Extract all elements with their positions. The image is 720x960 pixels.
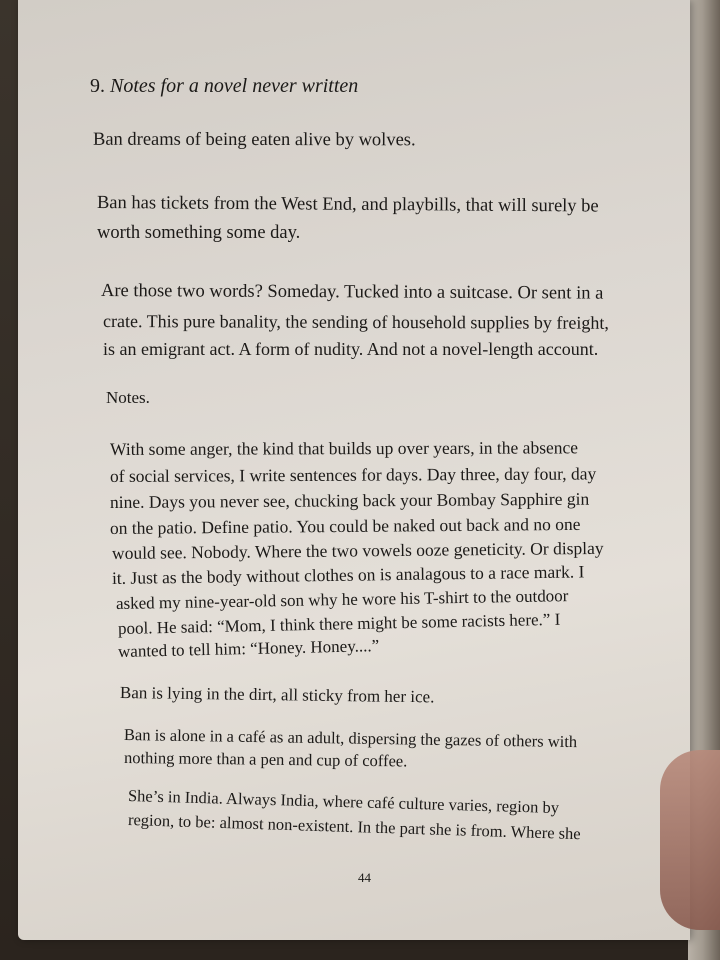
page-number: 44: [358, 870, 371, 885]
text-line: Ban is alone in a café as an adult, dispersing the gazes of others with: [123, 725, 578, 752]
text-line: nothing more than a pen and cup of coffee.: [123, 748, 408, 771]
text-line: nine. Days you never see, chucking back your Bombay Sapphire gin: [109, 488, 590, 512]
text-line: pool. He said: “Mom, I think there might be some racists here.” I: [117, 609, 561, 638]
text-line: on the patio. Define patio. You could be naked out back and no one: [109, 513, 581, 538]
text-line: wanted to tell him: “Honey. Honey....”: [117, 636, 380, 661]
text-line: With some anger, the kind that builds up over years, in the absence: [109, 437, 579, 459]
text-line: it. Just as the body without clothes on is analagous to a race mark. I: [111, 561, 585, 588]
text-line: region, to be: almost non-existent. In the part she is from. Where she: [127, 810, 581, 844]
text-line: asked my nine-year-old son why he wore his T-shirt to the outdoor: [115, 586, 569, 613]
text-line: Ban dreams of being eaten alive by wolves.: [92, 129, 416, 151]
text-line: Notes.: [106, 388, 150, 407]
chapter-number: 9.: [90, 75, 105, 97]
chapter-title: Notes for a novel never written: [110, 75, 359, 97]
text-line: Are those two words? Someday. Tucked into a suitcase. Or sent in a: [100, 281, 604, 304]
text-line: is an emigrant act. A form of nudity. And not a novel-length account.: [103, 339, 599, 359]
text-line: worth something some day.: [97, 223, 301, 243]
text-line: Ban has tickets from the West End, and playbills, that will surely be: [96, 193, 599, 217]
text-line: of social services, I write sentences for days. Day three, day four, day: [109, 463, 597, 486]
text-line: She’s in India. Always India, where café culture varies, region by: [127, 786, 560, 818]
text-line: Ban is lying in the dirt, all sticky from her ice.: [119, 683, 435, 707]
chapter-heading: [90, 75, 358, 98]
text-line: would see. Nobody. Where the two vowels ooze geneticity. Or display: [111, 537, 604, 563]
text-line: crate. This pure banality, the sending of household supplies by freight,: [102, 311, 609, 333]
